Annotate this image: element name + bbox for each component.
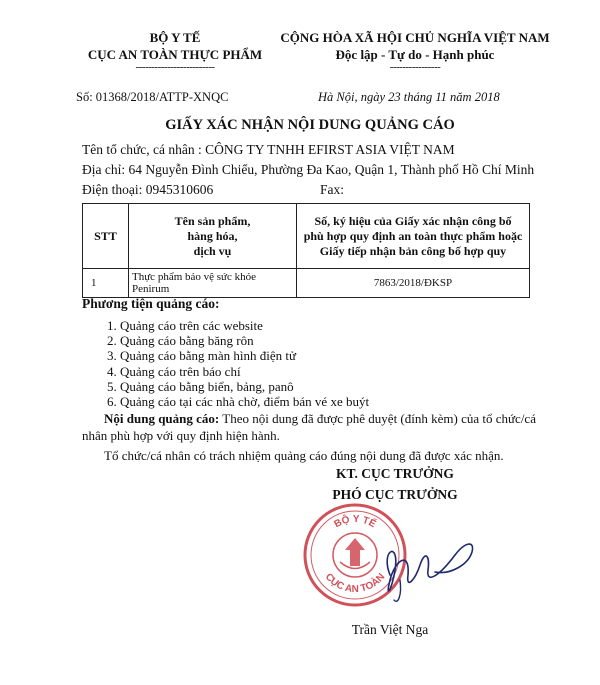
list-item: 1. Quảng cáo trên các website [120,318,369,333]
seal-top-text: BỘ Y TẾ [332,513,378,531]
nation-name: CỘNG HÒA XÃ HỘI CHỦ NGHĨA VIỆT NAM [280,30,550,45]
table-header-row [83,204,530,269]
cell-stt: 1 [83,269,129,298]
motto: Độc lập - Tự do - Hạnh phúc [335,47,495,62]
list-item: 6. Quảng cáo tại các nhà chờ, điểm bán vé xe buýt [120,394,369,409]
document-title: GIẤY XÁC NHẬN NỘI DUNG QUẢNG CÁO [165,117,455,133]
cell-product: Thực phẩm bảo vệ sức khỏe Penirum [129,269,297,298]
list-item: 2. Quảng cáo bằng băng rôn [120,333,369,348]
place-date: Hà Nội, ngày 23 tháng 11 năm 2018 [318,90,500,104]
motto-separator: ---------------- [389,61,441,73]
list-item: 5. Quảng cáo bằng biển, bảng, panô [120,379,369,394]
responsibility-statement: Tổ chức/cá nhân có trách nhiệm quảng cáo đúng nội dung đã được xác nhận. [104,448,504,463]
document-number: Số: 01368/2018/ATTP-XNQC [76,90,229,104]
table-row [83,269,530,298]
product-table [82,203,530,298]
signer-role-kt: KT. CỤC TRƯỞNG [336,466,454,481]
list-item: 3. Quảng cáo bằng màn hình điện tử [120,348,369,363]
organization-fax: Fax: [320,182,345,197]
seal-bottom-text: CỤC AN TOÀN [322,571,388,596]
header-product: Tên sản phẩm, hàng hóa, dịch vụ [129,204,297,269]
ministry-name: BỘ Y TẾ [149,30,201,45]
signer-role-deputy: PHÓ CỤC TRƯỞNG [332,487,458,502]
content-label: Nội dung quảng cáo: [104,411,220,426]
list-item: 4. Quảng cáo trên báo chí [120,364,369,379]
header-certificate: Số, ký hiệu của Giấy xác nhận công bố phù hợp quy định an toàn thực phẩm hoặc Giấy tiếp nhận bản công bố hợp quy [297,204,530,269]
agency-separator: ------------------------- [135,61,215,73]
organization-address: Địa chỉ: 64 Nguyễn Đình Chiểu, Phường Đa Kao, Quận 1, Thành phố Hồ Chí Minh [82,162,535,177]
signer-name: Trần Việt Nga [351,622,429,637]
media-heading: Phương tiện quảng cáo: [82,296,220,311]
media-list [82,318,369,409]
content-paragraph [82,410,540,444]
agency-name: CỤC AN TOÀN THỰC PHẨM [87,47,263,62]
header-stt: STT [83,204,129,269]
cell-certificate: 7863/2018/ĐKSP [297,269,530,298]
signature-icon [360,520,500,610]
content-text: Theo nội dung đã được phê duyệt (đính kèm) của tổ chức/cá nhân phù hợp với quy định hiện hành. [82,411,536,443]
organization-phone: Điện thoại: 0945310606 [82,182,214,197]
organization-name: Tên tổ chức, cá nhân : CÔNG TY TNHH EFIRST ASIA VIỆT NAM [82,142,455,157]
